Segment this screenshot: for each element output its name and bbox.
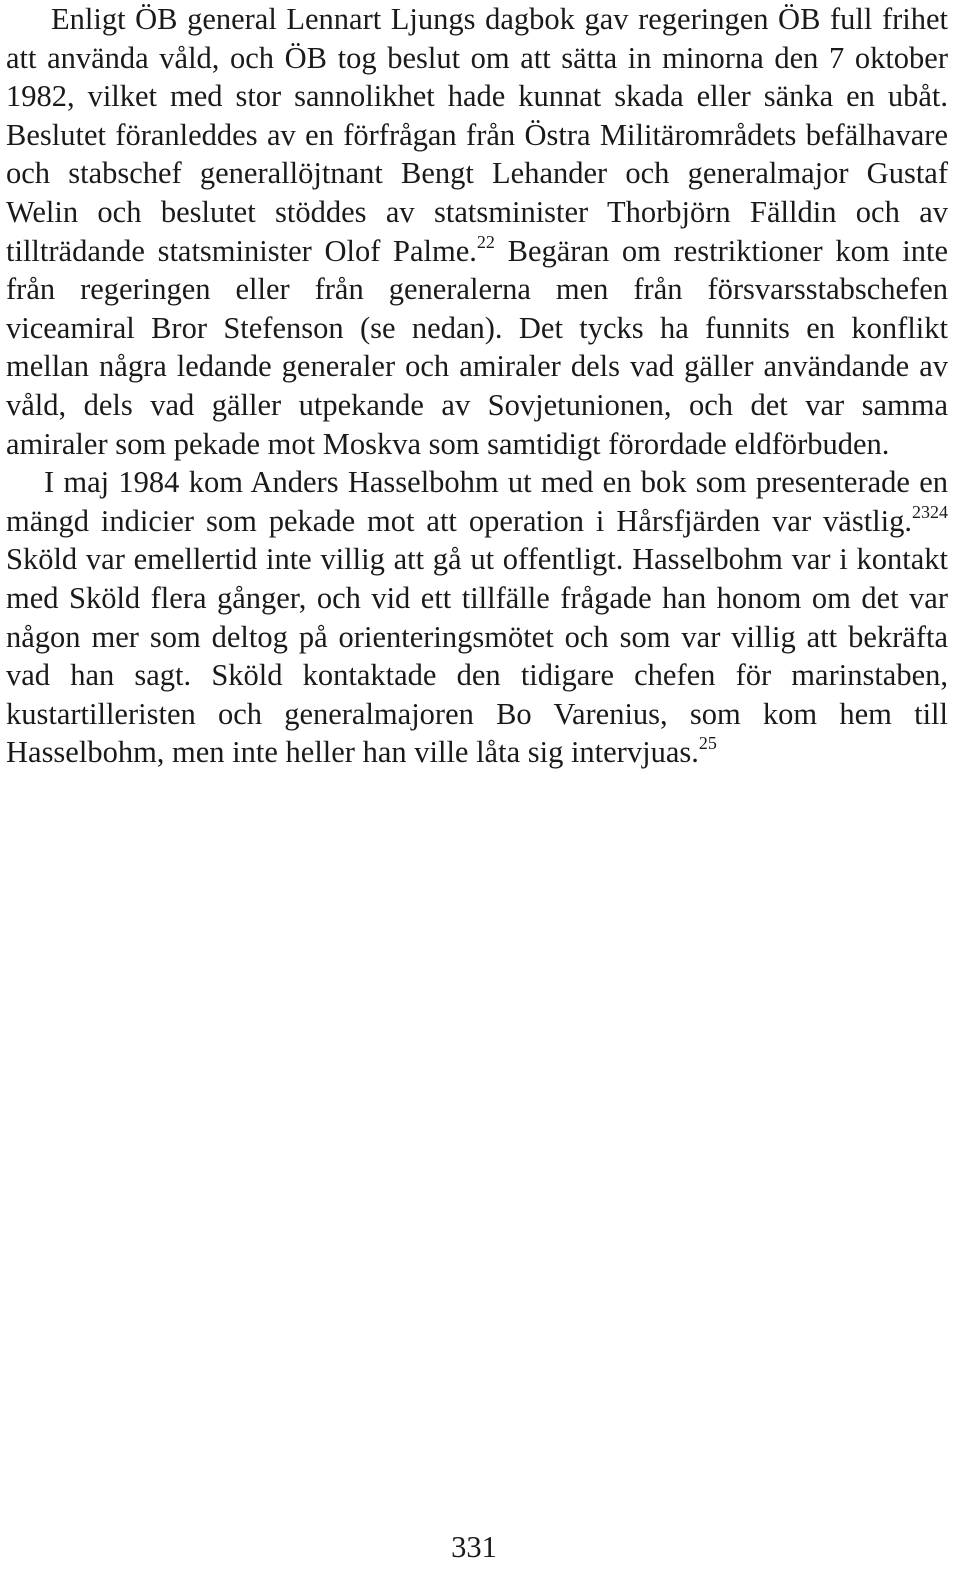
paragraph-1-text-a: Enligt ÖB general Lennart Ljungs dagbok gav regeringen ÖB full frihet att använda våld, och ÖB tog beslut om att sätta in minorna den 7 oktober 1982, vilket med stor sannolikhet hade kunnat skada eller sänka en ubåt. Beslutet föranleddes av en förfrågan från Östra Militärområdets befälhavare och stabschef generallöjtnant Bengt Lehander och generalmajor Gustaf Welin och beslutet stöddes av statsminister Thorbjörn Fälldin och av tillträdande statsminister Olof Palme.	[6, 2, 948, 268]
footnote-ref-24[interactable]: 24	[930, 501, 948, 522]
paragraph-2-text-a: I maj 1984 kom Anders Hasselbohm ut med en bok som presenterade en mängd indicier som pekade mot att operation i Hårsfjärden var västlig.	[6, 465, 948, 538]
paragraph-2	[6, 463, 948, 772]
paragraph-1	[6, 0, 948, 463]
paragraph-2-text-b: Sköld var emellertid inte villig att gå ut offentligt. Hasselbohm var i kontakt med Sköld flera gånger, och vid ett tillfälle frågade han honom om det var någon mer som deltog på orienteringsmötet och som var villig att bekräfta vad han sagt. Sköld kontaktade den tidigare chefen för marinstaben, kustartilleristen och generalmajoren Bo Varenius, som kom hem till Hasselbohm, men inte heller han ville låta sig intervjuas.	[6, 542, 948, 770]
document-page	[6, 0, 948, 772]
footnote-ref-25[interactable]: 25	[698, 733, 717, 754]
footnote-ref-23[interactable]: 23	[912, 501, 930, 522]
footnote-ref-22[interactable]: 22	[476, 231, 495, 252]
page-number: 331	[451, 1530, 497, 1564]
paragraph-1-text-b: Begäran om restriktioner kom inte från regeringen eller från generalerna men från försvarsstabschefen viceamiral Bror Stefenson (se nedan). Det tycks ha funnits en konflikt mellan några ledande generaler och amiraler dels vad gäller användande av våld, dels vad gäller utpekande av Sovjetunionen, och det var samma amiraler som pekade mot Moskva som samtidigt förordade eldförbuden.	[6, 233, 948, 461]
